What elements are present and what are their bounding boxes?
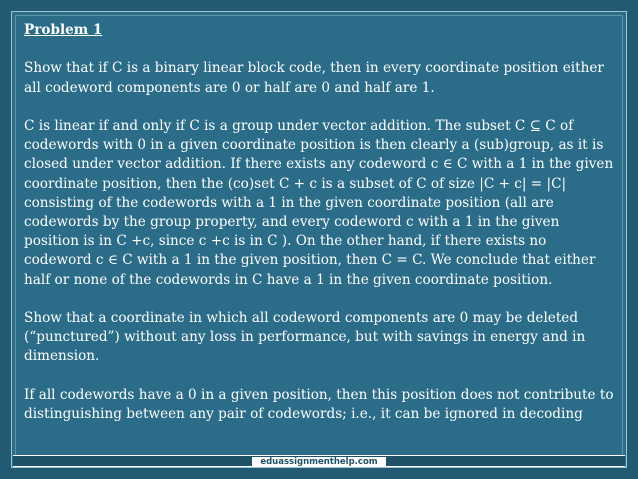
spacer xyxy=(24,98,614,117)
spacer xyxy=(24,40,614,59)
question-paragraph-2: Show that a coordinate in which all codeword components are 0 may be deleted (“punctured”) without any loss in performance, but with savings in energy and in dimension. xyxy=(24,310,586,365)
problem-heading: Problem 1 xyxy=(24,22,103,38)
spacer xyxy=(24,290,614,309)
answer-paragraph-1: C is linear if and only if C is a group under vector addition. The subset C ⊆ C of codewords with 0 in a given coordinate position is then clearly a (sub)group, as it is closed under vector addition. If there exists any codeword c ∈ C with a 1 in the given coordinate position, then the (co)set C + c is a subset of C of size |C + c| = |C| consisting of the codewords with a 1 in the given coordinate position (all are codewords by the group property, and every codeword c with a 1 in the given position is in C +c, since c +c is in C ). On the other hand, if there exists no codeword c ∈ C with a 1 in the given position, then C = C. We conclude that either half or none of the codewords in C have a 1 in the given coordinate position. xyxy=(24,117,614,288)
footer-website-label: eduassignmenthelp.com xyxy=(252,457,386,467)
spacer xyxy=(24,367,614,386)
slide-content xyxy=(24,21,614,424)
answer-paragraph-2: If all codewords have a 0 in a given position, then this position does not contribute to distinguishing between any pair of codewords; i.e., it can be ignored in decoding xyxy=(24,386,614,422)
question-paragraph-1: Show that if C is a binary linear block code, then in every coordinate position either all codeword components are 0 or half are 0 and half are 1. xyxy=(24,60,604,96)
